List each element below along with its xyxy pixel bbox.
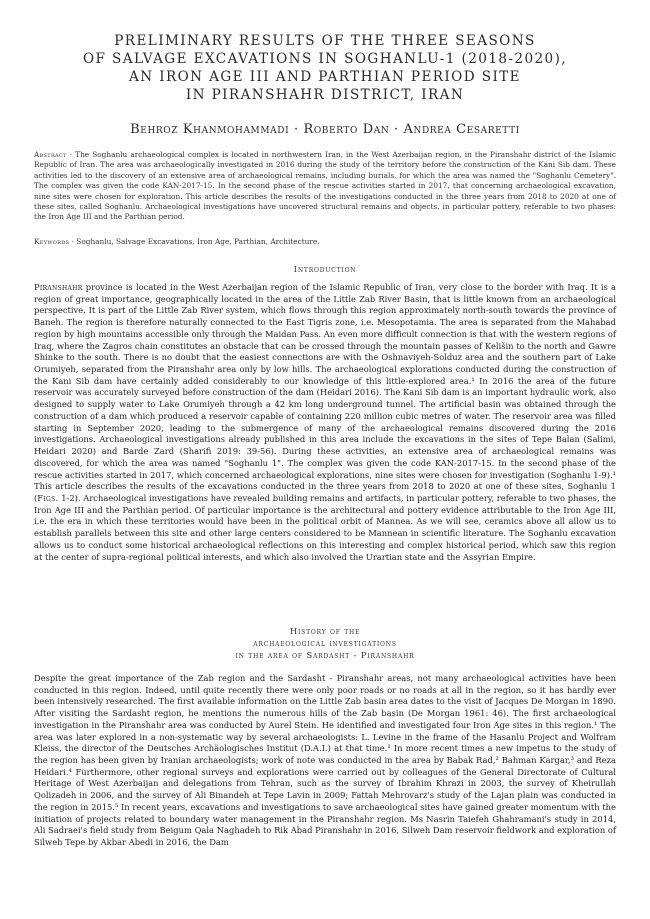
figures-reference: Figs. — [37, 492, 59, 503]
abstract-label: Abstract — [34, 150, 67, 159]
author-list: Behroz Khanmohammadi · Roberto Dan · Andrea Cesaretti — [130, 122, 520, 137]
title-line: IN PIRANSHAHR DISTRICT, IRAN — [185, 87, 465, 103]
keywords-label: Keywords — [34, 237, 70, 246]
heading-line: History of the — [289, 627, 361, 637]
keywords-text: · Soghanlu, Salvage Excavations, Iron Age, Parthian, Architecture. — [69, 237, 320, 246]
article-title — [40, 32, 610, 104]
section-heading-introduction: Introduction — [293, 265, 357, 275]
title-line: AN IRON AGE III AND PARTHIAN PERIOD SITE — [128, 69, 522, 85]
title-line: PRELIMINARY RESULTS OF THE THREE SEASONS — [114, 33, 536, 49]
abstract-text: · The Soghanlu archaeological complex is located in northwestern Iran, in the West Azerbaijan region, in the Piranshahr district of the Islamic Republic of Iran. The area was archaeologically investigated in 2016 during the study of the territory before the construction of the Kani Sib dam. These activities led to the discovery of an extensive area of archaeological remains, including burials, for which the area was named the "Soghanlu Cemetery". The complex was given the code KAN-2017-15. In the second phase of the rescue activities started in 2017, that concerning archaeological excavation, nine sites were chosen for exploration. This article describes the results of the investigations conducted in the three years from 2018 to 2020 at one of these sites, called Soghanlu. Archaeological investigations have uncovered structural remains and objects, in particular pottery, referable to two phases: the Iron Age III and the Parthian period. — [34, 150, 616, 222]
introduction-text-end: 1-2). Archaeological investigations have revealed building remains and artifacts, in particular pottery, referable to two phases, the Iron Age III and the Parthian period. Of particular importance is the architectural and pottery evidence attributable to the Iron Age III, i.e. the era in which these territories would have been in the political orbit of Mannea. As we will see, ceramics above all allow us to establish parallels between this site and other large centers considered to be Mannean in scientific literature. The Soghanlu excavation allows us to conduct some historical archaeological reflections on this interesting and complex historical period, which saw this region at the center of supra-regional political interests, and which also involved the Urartian state and the Assyrian Empire. — [34, 492, 616, 562]
abstract — [34, 150, 616, 223]
introduction-paragraph — [34, 282, 616, 563]
history-paragraph: Despite the great importance of the Zab region and the Sardasht - Piranshahr areas, not many archaeological activities have been conducted in this region. Indeed, until quite recently there were only poor roads or no roads at all in the region, so it has hardly ever been intensively researched. The first available information on the Little Zab basin area dates to the visit of Jacques De Morgan in 1890. After visiting the Sardasht region, he mentions the numerous hills of the Zab basin (De Morgan 1961: 46). The first archaeological investigation in the Piranshahr area was conducted by Aurel Stein. He identified and investigated four Iron Age sites in this region.¹ The area was later explored in a non-systematic way by several archaeologists: L. Levine in the frame of the Hasanlu Project and Wolfram Kleiss, the director of the Deutsches Archäologisches Institut (D.A.I.) at that time.¹ In more recent times a new impetus to the study of the region has been given by Iranian archaeologists; work of note was conducted in the area by Babak Rad,² Bahman Kargar,³ and Reza Heidari.⁴ Furthermore, other regional surveys and explorations were carried out by colleagues of the General Directorate of Cultural Heritage of West Azerbaijan and delegations from Tehran, such as the survey of Ibrahim Khrazi in 2003, the survey of Kheirullah Qolizadeh in 2006, and the survey of Ali Binandeh at Tepe Lavin in 2009; Fattah Mehrovarz's study of the Lajan plain was conducted in the region in 2015.⁵ In recent years, excavations and investigations to save archaeological sites have gained greater momentum with the initiation of projects related to boundary water management in the Piranshahr region. Ms Nasrin Taiefeh Ghahramani's study in 2014, Ali Sadraei's field study from Beigum Qala Naghadeh to Rik Abad Piranshahr in 2016, Silweh Dam reservoir fieldwork and exploration of Silweh Tepe by Akbar Abedi in 2016, the Dam — [34, 673, 616, 848]
introduction-text: province is located in the West Azerbaijan region of the Islamic Republic of Iran, very close to the border with Iraq. It is a region of great importance, geographically located in the area of the Little Zab River Basin, that is little known from an archaeological perspective. It is part of the Little Zab River system, which flows through this region approximately north-south towards the province of Baneh. The region is therefore naturally connected to the East Tigris zone, i.e. Mesopotamia. The area is separated from the Mahabad region by high mountains accessible only through the Maidan Pass. An even more difficult connection is that with the western regions of Iraq, where the Zagros chain constitutes an obstacle that can be crossed through the mountain passes of Kelišin to the north and Gawre Shinke to the south. There is no doubt that the easiest connections are with the Oshnaviyeh-Solduz area and the southern part of Lake Orumiyeh, separated from the Piranshahr area only by low hills. The archaeological explorations conducted during the construction of the Kani Sib dam have certainly added considerably to our knowledge of this little-explored area.¹ In 2016 the area of the future reservoir was accurately surveyed before construction of the dam (Heidari 2016). The Kani Sib dam is an important hydraulic work, also designed to supply water to Lake Orumiyeh through a 42 km long underground tunnel. The artificial basin was obtained through the construction of a dam which produced a reservoir capable of containing 220 million cubic metres of water. The reservoir area was filled starting in September 2020, leading to the submergence of many of the archaeological remains discovered during the 2016 investigations. Archaeological investigations already published in this area include the excavations in the sites of Tepe Balan (Salimi, Heidari 2020) and Barde Zard (Sharifi 2019: 39-56). During these activities, an extensive area of archaeological remains was discovered, for which the area was named "Soghanlu 1". The complex was given the code KAN-2017-15. In the second phase of the rescue activities started in 2017, which concerned archaeological explorations, nine sites were chosen for investigation (Soghanlu 1-9).¹ This article describes the results of the excavations conducted in the three years from 2018 to 2020 at one of these sites, Soghanlu 1 ( — [34, 282, 616, 503]
section-heading-history — [34, 626, 616, 663]
heading-line: in the area of Sardasht - Piranshahr — [235, 651, 415, 662]
heading-line: archaeological investigations — [253, 639, 397, 650]
keywords — [34, 237, 616, 247]
title-line: OF SALVAGE EXCAVATIONS IN SOGHANLU-1 (2018-2020), — [82, 51, 568, 67]
introduction-lead-word: Piranshahr — [34, 282, 83, 292]
